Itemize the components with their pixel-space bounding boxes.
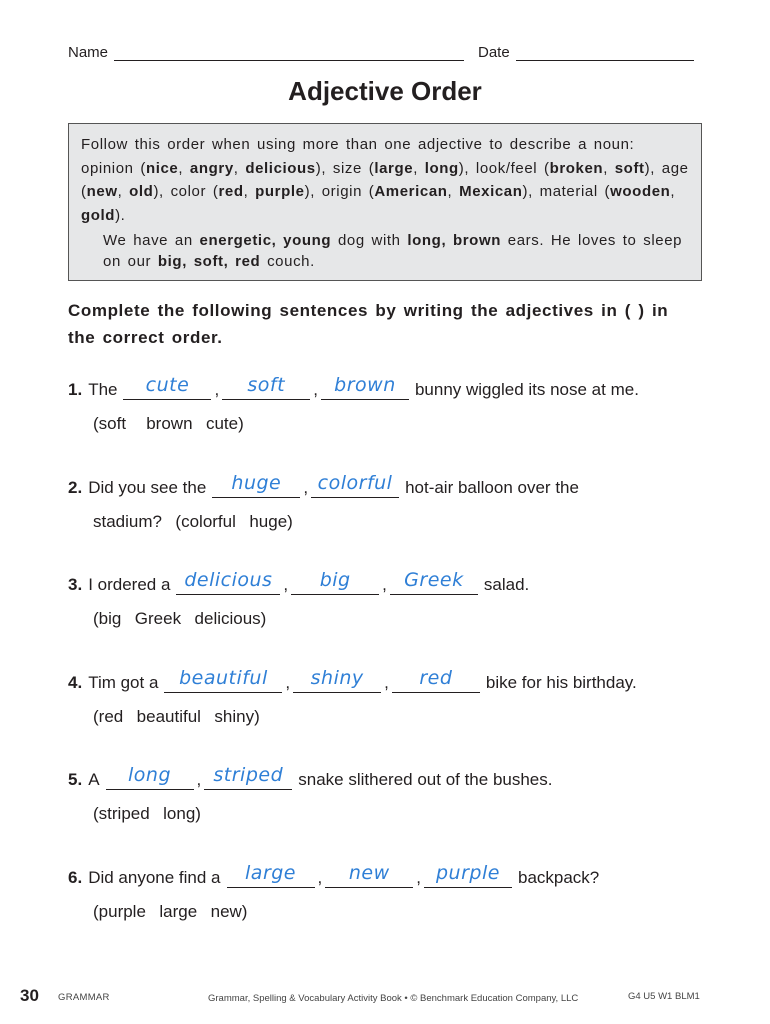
example-adjective: soft xyxy=(614,159,645,177)
sentence-line xyxy=(68,565,529,595)
adjective-hint: (purple large new) xyxy=(93,902,248,921)
name-field xyxy=(68,44,464,61)
name-blank[interactable] xyxy=(114,46,464,61)
sentence-end: bunny wiggled its nose at me. xyxy=(414,380,639,399)
answer-blank[interactable] xyxy=(123,371,211,400)
answer-blank[interactable] xyxy=(311,469,399,498)
date-label: Date xyxy=(478,44,510,61)
item-number: 1. xyxy=(68,380,83,399)
date-field xyxy=(478,44,694,61)
item-number: 6. xyxy=(68,868,83,887)
comma: , xyxy=(196,770,202,789)
text-segment: , xyxy=(243,183,256,200)
sentence-end: snake slithered out of the bushes. xyxy=(298,770,553,789)
answer-blank[interactable] xyxy=(424,859,512,888)
item-number: 3. xyxy=(68,575,83,594)
text-segment: , xyxy=(413,159,425,177)
sentence-line xyxy=(68,370,639,400)
answer-blank[interactable] xyxy=(222,371,310,400)
handwritten-answer: long xyxy=(128,764,172,786)
name-label: Name xyxy=(68,44,109,61)
handwritten-answer: Greek xyxy=(404,569,464,591)
answer-blank[interactable] xyxy=(291,566,379,595)
sentence-start: I ordered a xyxy=(88,575,171,594)
answer-blank[interactable] xyxy=(390,566,478,595)
text-segment: , xyxy=(670,183,676,200)
answer-blank[interactable] xyxy=(321,371,409,400)
text-segment: Follow this order when using more than one adjective to describe a noun: opinion ( xyxy=(81,136,635,177)
answer-blank[interactable] xyxy=(106,761,194,790)
example-adjective: long, brown xyxy=(407,232,501,249)
example-sentence xyxy=(103,230,689,272)
header-row xyxy=(68,44,702,64)
example-adjective: Mexican xyxy=(459,183,523,200)
credit-line: Grammar, Spelling & Vocabulary Activity Book • © Benchmark Education Company, LLC xyxy=(208,993,579,1004)
sentence-line xyxy=(68,760,553,790)
example-adjective: gold xyxy=(81,206,116,224)
rule-box xyxy=(68,123,702,281)
comma: , xyxy=(285,673,291,692)
text-segment: couch. xyxy=(260,253,315,270)
example-adjective: nice xyxy=(145,159,179,177)
sentence-line xyxy=(68,858,599,888)
text-segment: ears. He loves to sleep on our xyxy=(103,232,683,270)
answer-blank[interactable] xyxy=(227,859,315,888)
sentence-start: Tim got a xyxy=(88,673,159,692)
handwritten-answer: large xyxy=(245,862,296,884)
text-segment: dog with xyxy=(331,232,408,249)
text-segment: , xyxy=(117,183,130,200)
text-segment: , xyxy=(233,159,246,177)
text-segment: ), size ( xyxy=(315,159,375,177)
section-label: GRAMMAR xyxy=(58,992,110,1003)
answer-blank[interactable] xyxy=(392,664,480,693)
answer-blank[interactable] xyxy=(325,859,413,888)
sentence-end: salad. xyxy=(483,575,530,594)
handwritten-answer: purple xyxy=(436,862,500,884)
sentence-end: backpack? xyxy=(517,868,600,887)
item-number: 4. xyxy=(68,673,83,692)
text-segment: , xyxy=(178,159,190,177)
sentence-line xyxy=(68,468,579,498)
footer xyxy=(0,986,770,1010)
comma: , xyxy=(214,380,220,399)
text-segment: ), look/feel ( xyxy=(458,159,550,177)
adjective-hint: (red beautiful shiny) xyxy=(93,707,260,726)
handwritten-answer: huge xyxy=(231,472,282,494)
handwritten-answer: red xyxy=(419,667,453,689)
sentence-start: Did you see the xyxy=(88,478,207,497)
adjective-hint: stadium? (colorful huge) xyxy=(93,512,293,531)
text-segment: ), origin ( xyxy=(304,183,375,200)
example-adjective: angry xyxy=(189,159,234,177)
date-blank[interactable] xyxy=(516,46,694,61)
example-adjective: energetic, young xyxy=(199,232,332,249)
example-adjective: long xyxy=(424,159,459,177)
sentence-start: A xyxy=(88,770,100,789)
example-adjective: delicious xyxy=(245,159,316,177)
comma: , xyxy=(303,478,309,497)
handwritten-answer: shiny xyxy=(310,667,364,689)
adjective-hint: (big Greek delicious) xyxy=(93,609,267,628)
handwritten-answer: big xyxy=(319,569,351,591)
adjective-hint: (soft brown cute) xyxy=(93,414,244,433)
example-adjective: new xyxy=(86,183,118,200)
item-number: 2. xyxy=(68,478,83,497)
answer-blank[interactable] xyxy=(164,664,282,693)
handwritten-answer: beautiful xyxy=(179,667,268,689)
page-code: G4 U5 W1 BLM1 xyxy=(628,991,700,1002)
example-adjective: broken xyxy=(549,159,604,177)
handwritten-answer: delicious xyxy=(184,569,273,591)
sentence-start: Did anyone find a xyxy=(88,868,221,887)
text-segment: ), color ( xyxy=(153,183,219,200)
comma: , xyxy=(283,575,289,594)
adjective-hint: (striped long) xyxy=(93,804,201,823)
example-adjective: big, soft, red xyxy=(157,253,261,270)
instructions: Complete the following sentences by writing the adjectives in ( ) in the correct order. xyxy=(68,301,669,347)
sentence-start: The xyxy=(88,380,118,399)
handwritten-answer: colorful xyxy=(317,472,393,494)
handwritten-answer: soft xyxy=(247,374,286,396)
handwritten-answer: new xyxy=(348,862,390,884)
text-segment: ). xyxy=(115,206,126,224)
answer-blank[interactable] xyxy=(204,761,292,790)
text-segment: , xyxy=(447,183,460,200)
answer-blank[interactable] xyxy=(212,469,300,498)
answer-blank[interactable] xyxy=(176,566,280,595)
example-adjective: red xyxy=(218,183,244,200)
text-segment: We have an xyxy=(103,232,200,249)
handwritten-answer: striped xyxy=(213,764,284,786)
sentence-end: hot-air balloon over the xyxy=(405,478,579,497)
text-segment: ), material ( xyxy=(522,183,611,200)
sentence-line xyxy=(68,663,637,693)
example-adjective: old xyxy=(129,183,154,200)
page-number: 30 xyxy=(20,986,39,1005)
comma: , xyxy=(384,673,389,692)
handwritten-answer: cute xyxy=(145,374,190,396)
handwritten-answer: brown xyxy=(334,374,396,396)
text-segment: ), age ( xyxy=(81,159,689,200)
comma: , xyxy=(416,868,421,887)
rule-text xyxy=(81,133,689,227)
comma: , xyxy=(313,380,318,399)
sentence-end: bike for his birthday. xyxy=(485,673,637,692)
example-adjective: American xyxy=(374,183,448,200)
comma: , xyxy=(382,575,387,594)
item-number: 5. xyxy=(68,770,83,789)
example-adjective: wooden xyxy=(610,183,671,200)
answer-blank[interactable] xyxy=(293,664,381,693)
comma: , xyxy=(317,868,323,887)
example-adjective: purple xyxy=(255,183,305,200)
page-title: Adjective Order xyxy=(288,76,482,106)
text-segment: , xyxy=(603,159,615,177)
example-adjective: large xyxy=(374,159,414,177)
